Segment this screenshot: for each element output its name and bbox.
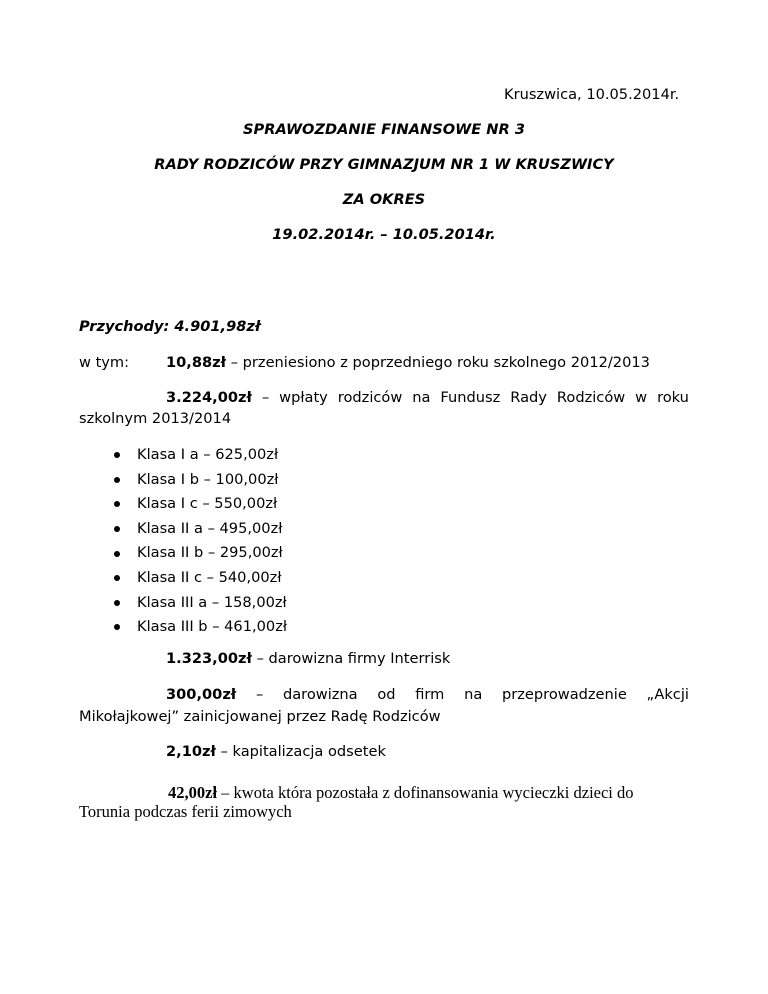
trip-amount: 42,00zł xyxy=(168,783,218,802)
payments-word: – xyxy=(261,389,270,406)
payments-word: wpłaty xyxy=(279,389,328,406)
bullet-icon xyxy=(114,575,120,581)
report-title: SPRAWOZDANIE FINANSOWE NR 3 xyxy=(243,121,525,138)
class-payments-list xyxy=(114,443,287,640)
list-item xyxy=(114,566,287,591)
carryover-line xyxy=(166,354,650,371)
class-payment: Klasa III a – 158,00zł xyxy=(137,593,287,611)
bullet-icon xyxy=(114,624,120,630)
class-payment: Klasa II c – 540,00zł xyxy=(137,568,282,586)
payments-word: na xyxy=(412,389,431,406)
interest-amount: 2,10zł xyxy=(166,743,216,760)
bullet-icon xyxy=(114,551,120,557)
interest-line xyxy=(166,743,386,760)
list-item xyxy=(114,517,287,542)
period-dates: 19.02.2014r. – 10.05.2014r. xyxy=(272,226,496,243)
interrisk-donation-line xyxy=(166,650,450,667)
trip-desc: – kwota która pozostała z dofinansowania wycieczki dzieci do xyxy=(217,783,634,802)
payments-word: rodziców xyxy=(337,389,403,406)
action-word: od xyxy=(377,686,396,703)
bullet-icon xyxy=(114,452,120,458)
payments-word: roku xyxy=(657,389,689,406)
list-item xyxy=(114,468,287,493)
interrisk-amount: 1.323,00zł xyxy=(166,650,252,667)
income-intro: w tym: xyxy=(79,354,130,371)
place-date: Kruszwica, 10.05.2014r. xyxy=(504,86,680,103)
action-donation-line1 xyxy=(166,686,689,703)
period-label: ZA OKRES xyxy=(342,191,426,208)
carryover-desc: – przeniesiono z poprzedniego roku szkolnego 2012/2013 xyxy=(226,354,650,371)
class-payment: Klasa I c – 550,00zł xyxy=(137,495,278,513)
action-word: firm xyxy=(415,686,445,703)
list-item xyxy=(114,615,287,640)
report-subtitle: RADY RODZICÓW PRZY GIMNAZJUM NR 1 W KRUSZWICY xyxy=(154,156,614,173)
action-amount: 300,00zł xyxy=(166,686,237,703)
action-word: przeprowadzenie xyxy=(501,686,627,703)
payments-line1 xyxy=(166,389,689,406)
payments-amount: 3.224,00zł xyxy=(166,389,252,406)
interrisk-desc: – darowizna firmy Interrisk xyxy=(251,650,451,667)
payments-word: Rodziców xyxy=(556,389,626,406)
bullet-icon xyxy=(114,477,120,483)
list-item xyxy=(114,443,287,468)
list-item xyxy=(114,492,287,517)
bullet-icon xyxy=(114,600,120,606)
interest-desc: – kapitalizacja odsetek xyxy=(215,743,386,760)
trip-line1 xyxy=(168,783,634,803)
class-payment: Klasa III b – 461,00zł xyxy=(137,618,288,636)
class-payment: Klasa II b – 295,00zł xyxy=(137,544,283,562)
payments-line2: szkolnym 2013/2014 xyxy=(79,410,232,427)
action-word: – xyxy=(255,686,264,703)
bullet-icon xyxy=(114,526,120,532)
class-payment: Klasa I a – 625,00zł xyxy=(137,446,279,463)
carryover-amount: 10,88zł xyxy=(166,354,227,371)
action-word: „Akcji xyxy=(646,686,689,703)
action-word: darowizna xyxy=(282,686,358,703)
class-payment: Klasa I b – 100,00zł xyxy=(137,470,279,488)
list-item xyxy=(114,541,287,566)
trip-line2: Torunia podczas ferii zimowych xyxy=(79,802,292,821)
action-donation-line2: Mikołajkowej” zainicjowanej przez Radę Rodziców xyxy=(79,708,441,725)
payments-word: Fundusz xyxy=(440,389,501,406)
action-word: na xyxy=(464,686,483,703)
income-heading: Przychody: 4.901,98zł xyxy=(79,318,261,335)
bullet-icon xyxy=(114,501,120,507)
list-item xyxy=(114,591,287,616)
class-payment: Klasa II a – 495,00zł xyxy=(137,519,283,537)
payments-word: w xyxy=(635,389,648,406)
payments-word: Rady xyxy=(510,389,547,406)
